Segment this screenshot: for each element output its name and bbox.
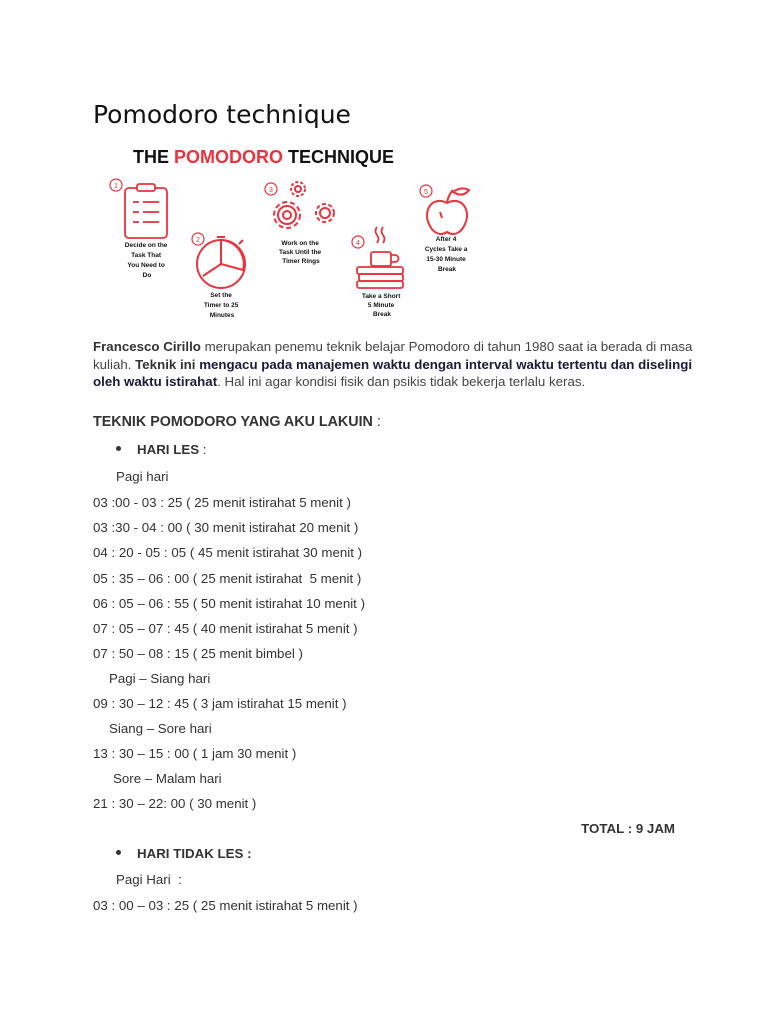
step-3-line: Timer Rings [282, 258, 320, 265]
step-2-line: Timer to 25 [203, 302, 239, 309]
schedule-line: 05 : 35 – 06 : 00 ( 25 menit istirahat 5 menit ) [93, 571, 362, 586]
schedule-line: 07 : 05 – 07 : 45 ( 40 menit istirahat 5 menit ) [93, 621, 358, 636]
total-hours: TOTAL : 9 JAM [581, 821, 675, 836]
step-2-line: Set the [210, 292, 232, 299]
infographic-title-pre: THE [133, 147, 175, 167]
step-2-number: 2 [196, 237, 200, 244]
step-5-line: 15-30 Minute [426, 256, 466, 263]
schedule-line: 06 : 05 – 06 : 55 ( 50 menit istirahat 10 menit ) [93, 596, 365, 611]
infographic-title-highlight: POMODORO [174, 147, 284, 167]
schedule-line: 04 : 20 - 05 : 05 ( 45 menit istirahat 30 menit ) [93, 545, 363, 560]
step-1-line: Task That [131, 252, 162, 259]
step-4-number: 4 [356, 240, 360, 247]
step-2-line: Minutes [209, 312, 235, 319]
gears-icon [274, 182, 334, 228]
svg-text:Work on the Task Until t [279, 240, 323, 265]
svg-text:After 4 Cycles Take a [425, 236, 469, 273]
apple-icon [427, 188, 469, 234]
page-title: Pomodoro technique [93, 100, 351, 129]
sublabel-pagi-hari: Pagi hari [116, 469, 169, 484]
coffee-books-icon [357, 227, 403, 288]
step-4-line: Take a Short [361, 293, 401, 300]
svg-text:THE POMODORO TECHNIQUE [133, 147, 394, 167]
bullet-dot [116, 850, 121, 855]
intro-text-end: . Hal ini agar kondisi fisik dan psikis tidak bekerja terlalu keras. [217, 374, 586, 389]
bullet-hari-tidak-les [116, 846, 252, 861]
svg-text:Set the Timer to 25 [204, 292, 240, 319]
timer-icon [197, 237, 245, 288]
schedule-line: 03 : 00 – 03 : 25 ( 25 menit istirahat 5 menit ) [93, 898, 358, 913]
bullet-hari-les [116, 442, 206, 457]
bullet-colon: : [199, 442, 207, 457]
intro-bold: Teknik ini [135, 356, 200, 372]
step-5-line: Break [437, 266, 457, 273]
step-1-line: Decide on the [124, 242, 168, 249]
schedule-line: 21 : 30 – 22: 00 ( 30 menit ) [93, 796, 257, 811]
sublabel-pagi-siang: Pagi – Siang hari [109, 671, 211, 686]
step-1-number: 1 [114, 183, 118, 190]
svg-text:Take a Short 5 Minute [362, 293, 402, 318]
step-3 [265, 182, 334, 265]
intro-highlight: mengacu pada manajemen waktu dengan interval waktu tertentu dan diselingi oleh waktu istirahat [93, 356, 693, 389]
schedule-line: 03 :00 - 03 : 25 ( 25 menit istirahat 5 menit ) [93, 495, 351, 510]
schedule-line: 13 : 30 – 15 : 00 ( 1 jam 30 menit ) [93, 746, 297, 761]
intro-text: merupakan penemu teknik belajar Pomodoro di tahun 1980 saat ia berada di masa kuliah. [93, 339, 693, 372]
sublabel-siang-sore: Siang – Sore hari [109, 721, 212, 736]
step-4-line: Break [372, 311, 392, 318]
section-heading-label: TEKNIK POMODORO YANG AKU LAKUIN [93, 414, 373, 430]
step-5-number: 5 [424, 189, 428, 196]
schedule-line: 03 :30 - 04 : 00 ( 30 menit istirahat 20 menit ) [93, 520, 359, 535]
infographic-title-post: TECHNIQUE [283, 147, 395, 167]
sublabel-pagi-hari-2: Pagi Hari : [116, 872, 182, 887]
bullet-dot [116, 446, 121, 451]
bullet-label: HARI TIDAK LES : [137, 846, 252, 861]
step-1-line: Do [142, 272, 152, 279]
step-3-line: Work on the [281, 240, 319, 247]
schedule-line: 07 : 50 – 08 : 15 ( 25 menit bimbel ) [93, 646, 303, 661]
bullet-label: HARI LES [137, 442, 200, 457]
step-4-line: 5 Minute [367, 302, 395, 309]
pomodoro-infographic [95, 140, 495, 330]
step-5 [420, 185, 469, 273]
clipboard-icon [125, 184, 167, 238]
step-3-line: Task Until the [279, 249, 322, 256]
sublabel-sore-malam: Sore – Malam hari [113, 771, 222, 786]
step-5-line: After 4 [435, 236, 457, 243]
step-3-number: 3 [269, 187, 273, 194]
step-1-line: You Need to [127, 262, 165, 269]
section-heading-colon: : [372, 414, 381, 430]
step-5-line: Cycles Take a [424, 246, 468, 253]
step-1 [110, 179, 169, 279]
intro-paragraph [93, 338, 693, 391]
step-4 [352, 227, 403, 318]
schedule-line: 09 : 30 – 12 : 45 ( 3 jam istirahat 15 menit ) [93, 696, 347, 711]
step-2 [192, 233, 245, 319]
svg-text:Decide on the Task That [125, 242, 169, 279]
author-name: Francesco Cirillo [93, 339, 201, 354]
section-heading [93, 414, 381, 430]
